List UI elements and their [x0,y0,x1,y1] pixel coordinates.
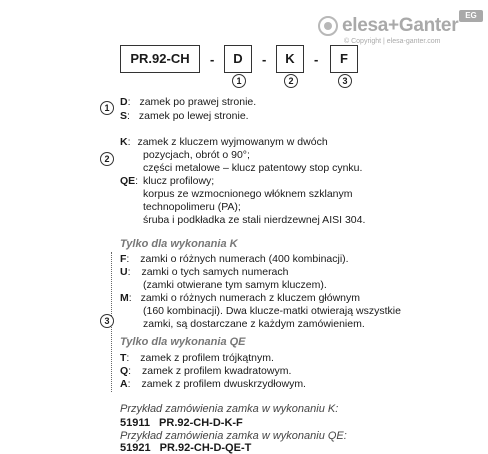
option-key: QE [120,175,136,187]
option-m: M: zamki o różnych numerach z kluczem głównym [120,292,361,304]
option-key: F [120,253,127,265]
example-k-code [120,417,243,429]
heading-qe-only: Tylko dla wykonania QE [120,336,246,348]
option-k-line-3: części metalowe – klucz patentowy stop cynku. [143,162,363,174]
example-k-label: Przykład zamówienia zamka w wykonaniu K: [120,403,339,415]
code-field-3-number: 3 [338,74,352,88]
option-key: S [120,110,128,122]
logo-text: elesa+Ganter [342,15,459,36]
option-text: zamek po lewej stronie. [138,110,249,122]
section-2-number: 2 [100,152,114,166]
option-text: zamek z kluczem wyjmowanym w dwóch [137,136,328,148]
code-dash: - [210,52,215,67]
option-text: zamki o różnych numerach (400 kombinacji). [140,253,349,265]
option-key: Q [120,365,129,377]
option-text: zamki o tych samych numerach [141,266,289,278]
option-d: D: zamek po prawej stronie. [120,96,257,108]
example-k-article: PR.92-CH-D-K-F [159,417,243,429]
logo-badge: EG [459,10,483,22]
option-key: D [120,96,128,108]
copyright-text: © Copyright | elesa-ganter.com [344,38,441,45]
elesa-ganter-logo [318,10,483,48]
example-qe-code [120,442,251,454]
option-u: U: zamki o tych samych numerach [120,266,289,278]
option-text: zamek po prawej stronie. [139,96,257,108]
section-3-number: 3 [100,314,114,328]
option-key: T [120,352,127,364]
option-m-line-2: (160 kombinacji). Dwa klucze-matki otwierają wszystkie [143,305,401,317]
example-qe-number: 51921 [120,442,151,454]
code-field-2-number: 2 [284,74,298,88]
option-text: zamek z profilem kwadratowym. [142,365,292,377]
option-f: F: zamki o różnych numerach (400 kombinacji). [120,253,349,265]
option-qe: QE: klucz profilowy; [120,175,215,187]
option-t: T: zamek z profilem trójkątnym. [120,352,274,364]
example-qe-article: PR.92-CH-D-QE-T [159,442,252,454]
option-text: zamki o różnych numerach z kluczem głównym [140,292,361,304]
code-field-1-box: D [224,45,252,73]
code-field-3-box: F [330,45,358,73]
example-k-number: 51911 [120,417,150,429]
option-key: K [120,136,128,148]
option-key: A [120,378,128,390]
option-q: Q: zamek z profilem kwadratowym. [120,365,292,377]
code-dash: - [314,52,319,67]
option-text: zamek z profilem dwuskrzydłowym. [141,378,306,390]
section-1-number: 1 [100,101,114,115]
example-qe-label: Przykład zamówienia zamka w wykonaniu QE: [120,430,347,442]
option-a: A: zamek z profilem dwuskrzydłowym. [120,378,306,390]
option-qe-line-3: technopolimeru (PA); [143,201,241,213]
code-dash: - [262,52,267,67]
option-k-line-2: pozycjach, obrót o 90°; [143,149,250,161]
option-qe-line-4: śruba i podkładka ze stali nierdzewnej AISI 304. [143,214,366,226]
logo-mark-icon [318,16,338,36]
option-u-line-2: (zamki otwierane tym samym kluczem). [143,279,327,291]
option-s: S: zamek po lewej stronie. [120,110,249,122]
option-key: U [120,266,128,278]
option-text: zamek z profilem trójkątnym. [140,352,274,364]
option-k: K: zamek z kluczem wyjmowanym w dwóch [120,136,328,148]
code-field-2-box: K [276,45,304,73]
option-key: M [120,292,129,304]
option-qe-line-2: korpus ze wzmocnionego włóknem szklanym [143,188,353,200]
code-field-1-number: 1 [232,74,246,88]
option-text: klucz profilowy; [143,175,215,187]
code-base-box: PR.92-CH [120,45,200,73]
option-m-line-3: zamki, są dostarczane z każdym zamówieniem. [143,318,365,330]
heading-k-only: Tylko dla wykonania K [120,238,238,250]
